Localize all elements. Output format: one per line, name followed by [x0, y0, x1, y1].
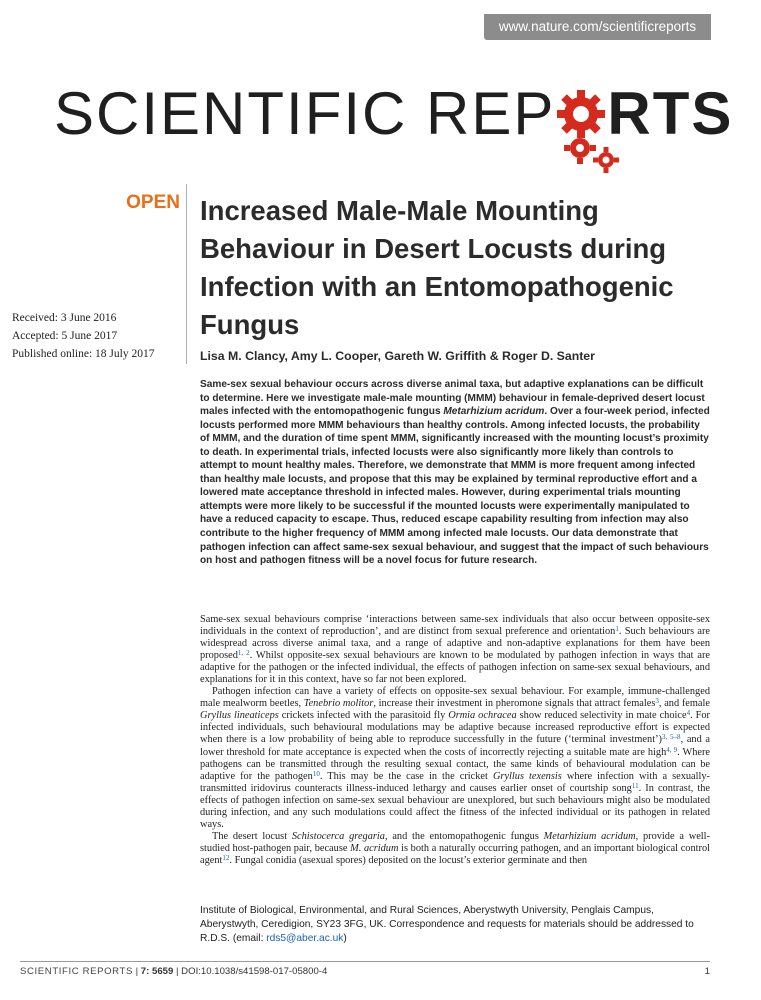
page-footer: SCIENTIFIC REPORTS | 7: 5659 | DOI:10.1038/s41598-017-05800-4 1	[20, 966, 710, 977]
citation-link[interactable]: 1, 2	[237, 649, 250, 658]
citation-link[interactable]: 3	[655, 697, 659, 706]
author-list: Lisa M. Clancy, Amy L. Cooper, Gareth W. Griffith & Roger D. Santer	[200, 349, 595, 363]
body-text	[200, 614, 710, 867]
footer-doi[interactable]: DOI:10.1038/s41598-017-05800-4	[181, 966, 328, 977]
journal-url-tab[interactable]: www.nature.com/scientificreports	[484, 14, 711, 40]
received-date: Received: 3 June 2016	[12, 312, 117, 324]
citation-link[interactable]: 4	[686, 709, 691, 718]
affiliation-note: Institute of Biological, Environmental, and Rural Sciences, Aberystwyth University, Penglais Campus, Aberystwyth, Ceredigion, SY23 3FG, UK. Correspondence and requests for materials should be addressed to R.D.S. (email: rds5@aber.ac.uk)	[200, 905, 694, 944]
citation-link[interactable]: 12	[222, 853, 230, 862]
citation-link[interactable]: 11	[631, 781, 639, 790]
citation-link[interactable]: 10	[312, 769, 320, 778]
page-number: 1	[704, 966, 710, 977]
abstract-species: Metarhizium acridum	[443, 406, 545, 418]
footer-volume: 7: 5659	[140, 966, 174, 977]
body-paragraph-1: Same-sex sexual behaviours comprise ‘interactions between same-sex individuals that also occur between opposite-sex individuals in the context of reproduction’, and are distinct from sexual preference and orientation$^1$. Such behaviours are widespread across diverse animal taxa, and a range of adaptive and non-adaptive explanations for them have been proposed$^{1, 2}$. Whilst opposite-sex sexual behaviours are known to be modulated by pathogen infection in ways that are adaptive for the pathogen or the infected individual, the effects of pathogen infection on same-sex sexual behaviours, and explanations for it in this context, have so far not been explored.	[200, 614, 711, 686]
published-date: Published online: 18 July 2017	[12, 348, 155, 360]
footer-journal: SCIENTIFIC REPORTS	[20, 966, 133, 977]
masthead-text-2: RTS	[607, 80, 734, 147]
masthead-text-1: SCIENTIFIC REP	[54, 80, 556, 147]
abstract	[200, 378, 710, 568]
accepted-date: Accepted: 5 June 2017	[12, 330, 118, 342]
body-paragraph-3: The desert locust Schistocerca gregaria, and the entomopathogenic fungus Metarhizium acridum, provide a well-studied host-pathogen pair, because M. acridum is both a naturally occurring pathogen, and an important biological control agent$^{12}$. Fungal conidia (asexual spores) deposited on the locust’s exterior germinate and then	[200, 830, 711, 866]
email-link[interactable]: rds5@aber.ac.uk	[266, 933, 344, 944]
footer-divider	[20, 961, 710, 962]
article-title: Increased Male-Male Mounting Behaviour in Desert Locusts during Infection with an Entomopathogenic Fungus	[200, 195, 674, 340]
publication-dates	[12, 309, 192, 363]
citation-link[interactable]: 4, 9	[666, 745, 678, 754]
citation-link[interactable]: 3, 5–8	[661, 733, 681, 742]
abstract-text: Same-sex sexual behaviour occurs across diverse animal taxa, but adaptive explanations can be difficult to determine. Here we investigate male-male mounting (MMM) behaviour in female-deprived desert locust males infected with the entomopathogenic fungus	[200, 379, 705, 418]
open-access-label: OPEN	[126, 192, 180, 213]
abstract-text: . Over a four-week period, infected locusts performed more MMM behaviours than healthy controls. Among infected locusts, the probability of MMM, and the duration of time spent MMM, significantly increased with the mounting locust’s proximity to death. In experimental trials, infected locusts were also significantly more likely than controls to attempt to mount healthy males. Therefore, we demonstrate that MMM is more frequent among infected than healthy male locusts, and propose that this may be explained by terminal reproductive effort and a lowered mate acceptance threshold in infected males. However, during experimental trials mounting attempts were more likely to be successful if the mounted locusts were experimentally manipulated to have a reduced capacity to escape. Thus, reduced escape capability resulting from infection may also contribute to the higher frequency of MMM among infected male locusts. Our data demonstrate that pathogen infection can affect same-sex sexual behaviour, and suggest that the impact of such behaviours on host and pathogen fitness will be a novel focus for future research.	[200, 406, 710, 567]
small-gears-icon	[562, 128, 626, 176]
body-paragraph-2: Pathogen infection can have a variety of effects on opposite-sex sexual behaviour. For example, immune-challenged male mealworm beetles, Tenebrio molitor, increase their investment in pheromone signals that attract females$^3$, and female Gryllus lineaticeps crickets infected with the parasitoid fly Ormia ochracea show reduced selectivity in mate choice$^4$. For infected individuals, such behavioural modulations may be adaptive because increased reproductive effort is expected when there is a low probability of being able to reproduce successfully in the future (‘terminal investment’)$^{3, 5-8}$, and a lower threshold for mate acceptance is expected when the costs of incorrectly rejecting a suitable mate are high$^{4, 9}$. Where pathogens can be transmitted through the resulting sexual contact, the same kinds of behavioural modulation can be adaptive for the pathogen$^{10}$. This may be the case in the cricket Gryllus texensis where infection with a sexually-transmitted iridovirus counteracts illness-induced lethargy and causes earlier onset of courtship song$^{11}$. In contrast, the effects of pathogen infection on same-sex sexual behaviour are unexplored, but such behaviours might also be modulated during infection, and any such modulations could affect the fitness of the infected individual or its pathogen in related ways.	[200, 686, 711, 830]
citation-link[interactable]: 1	[615, 625, 619, 634]
